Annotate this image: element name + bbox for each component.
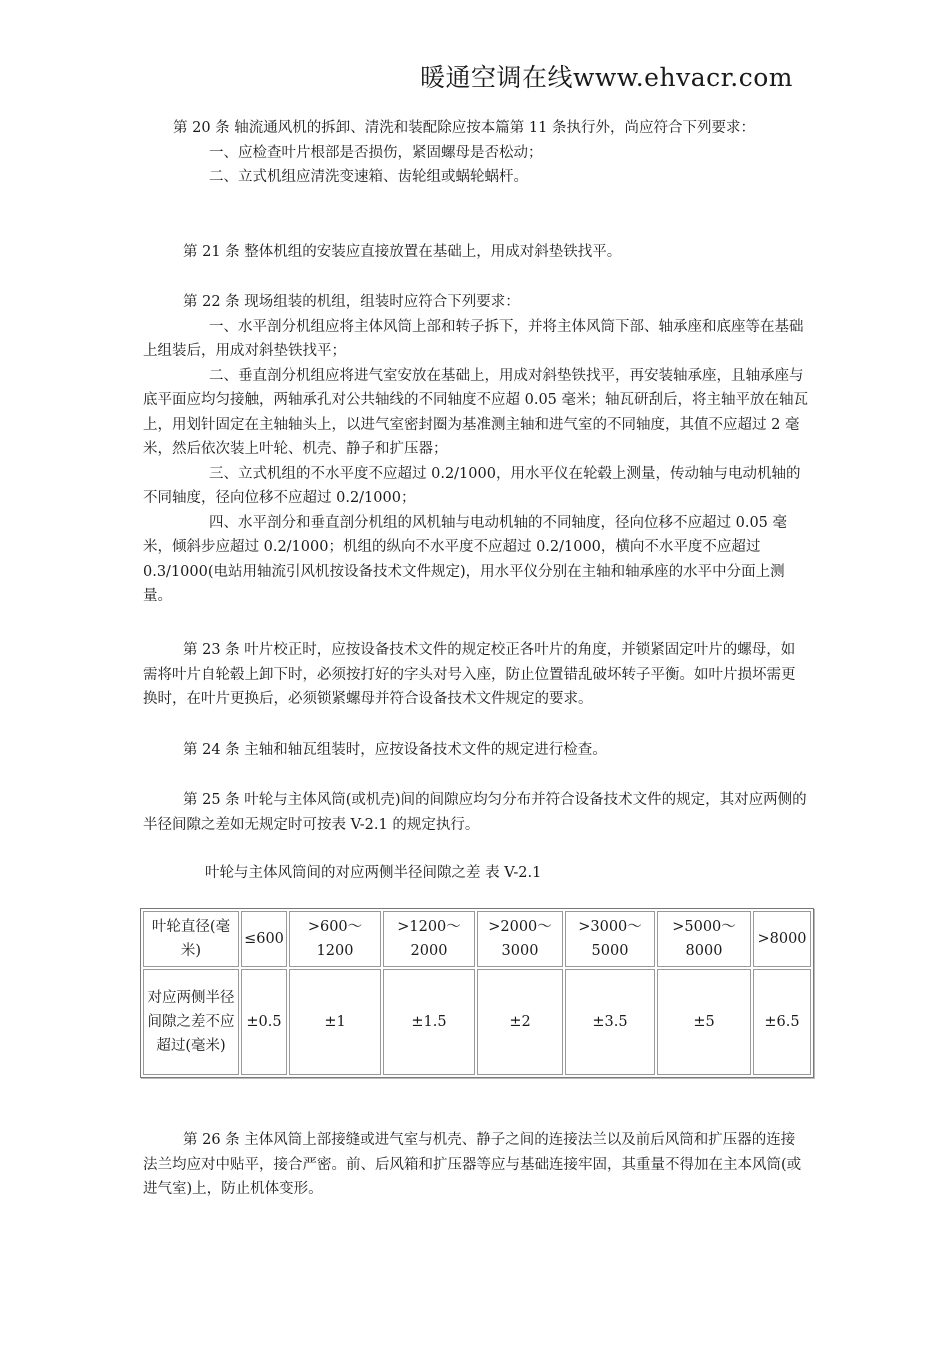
article-22-item-3: 三、立式机组的不水平度不应超过 0.2/1000，用水平仪在轮毂上测量，传动轴与电动机轴的不同轴度，径向位移不应超过 0.2/1000； xyxy=(143,465,801,506)
article-20-item-2: 二、立式机组应清洗变速箱、齿轮组或蜗轮蜗杆。 xyxy=(209,169,528,185)
article-23 xyxy=(143,638,808,712)
row-header-gap: 对应两侧半径间隙之差不应超过(毫米) xyxy=(143,969,239,1075)
table-cell: >3000～5000 xyxy=(565,911,655,967)
table-row xyxy=(143,911,811,967)
table-cell: ±2 xyxy=(477,969,563,1075)
article-20 xyxy=(143,116,808,190)
table-cell: >1200～2000 xyxy=(383,911,475,967)
table-cell: >8000 xyxy=(753,911,811,967)
table-cell: >5000～8000 xyxy=(657,911,751,967)
article-23-text: 第 23 条 叶片校正时，应按设备技术文件的规定校正各叶片的角度，并锁紧固定叶片的螺母，如需将叶片自轮毂上卸下时，必须按打好的字头对号入座，防止位置错乱破坏转子平衡。如叶片损坏需更换时，在叶片更换后，必须锁紧螺母并符合设备技术文件规定的要求。 xyxy=(143,642,796,707)
table-cell: ±6.5 xyxy=(753,969,811,1075)
article-22-item-4: 四、水平剖分和垂直剖分机组的风机轴与电动机轴的不同轴度，径向位移不应超过 0.05 毫米，倾斜步应超过 0.2/1000；机组的纵向不水平度不应超过 0.2/1000，横向不水平度不应超过 0.3/1000(电站用轴流引风机按设备技术文件规定)，用水平仪分别在主轴和轴承座的水平中分面上测量。 xyxy=(143,514,787,604)
table-cell: ≤600 xyxy=(241,911,287,967)
table-cell: ±5 xyxy=(657,969,751,1075)
table-cell: >600～1200 xyxy=(289,911,381,967)
article-22-item-1: 一、水平剖分机组应将主体风筒上部和转子拆下，并将主体风筒下部、轴承座和底座等在基础上组装后，用成对斜垫铁找平； xyxy=(143,318,804,359)
article-26-text: 第 26 条 主体风筒上部接缝或进气室与机壳、静子之间的连接法兰以及前后风筒和扩压器的连接法兰均应对中贴平，接合严密。前、后风箱和扩压器等应与基础连接牢固，其重量不得加在主本风筒(或进气室)上，防止机体变形。 xyxy=(143,1132,802,1197)
row-header-diameter: 叶轮直径(毫米) xyxy=(143,911,239,967)
article-22-intro: 第 22 条 现场组装的机组，组装时应符合下列要求： xyxy=(183,294,520,310)
table-cell: ±0.5 xyxy=(241,969,287,1075)
article-21 xyxy=(143,240,808,265)
article-25-text: 第 25 条 叶轮与主体风筒(或机壳)间的间隙应均匀分布并符合设备技术文件的规定，其对应两侧的半径间隙之差如无规定时可按表 V-2.1 的规定执行。 xyxy=(143,792,807,833)
site-header: 暖通空调在线www.ehvacr.com xyxy=(420,63,794,92)
article-20-item-1: 一、应检查叶片根部是否损伤，紧固螺母是否松动； xyxy=(209,144,543,161)
article-21-text: 第 21 条 整体机组的安装应直接放置在基础上，用成对斜垫铁找平。 xyxy=(183,244,622,260)
article-24 xyxy=(143,738,808,763)
article-20-intro: 第 20 条 轴流通风机的拆卸、清洗和装配除应按本篇第 11 条执行外，尚应符合下列要求： xyxy=(173,120,755,136)
table-cell: ±1 xyxy=(289,969,381,1075)
article-22-item-2: 二、垂直剖分机组应将进气室安放在基础上，用成对斜垫铁找平，再安装轴承座，且轴承座与底平面应均匀接触，两轴承孔对公共轴线的不同轴度不应超 0.05 毫米；轴瓦研刮后，将主轴平放在轴瓦上，用划针固定在主轴轴头上，以进气室密封圈为基准测主轴和进气室的不同轴度，其值不应超过 2 毫米，然后依次装上叶轮、机壳、静子和扩压器； xyxy=(143,367,808,457)
table-row xyxy=(143,969,811,1075)
article-25 xyxy=(143,788,808,837)
table-cell: ±3.5 xyxy=(565,969,655,1075)
article-24-text: 第 24 条 主轴和轴瓦组装时，应按设备技术文件的规定进行检查。 xyxy=(183,742,607,758)
article-22 xyxy=(143,290,808,609)
table-cell: ±1.5 xyxy=(383,969,475,1075)
gap-table xyxy=(140,908,814,1078)
article-26 xyxy=(143,1128,808,1202)
table-cell: >2000～3000 xyxy=(477,911,563,967)
table-caption: 叶轮与主体风筒间的对应两侧半径间隙之差 表 V-2.1 xyxy=(205,865,542,881)
